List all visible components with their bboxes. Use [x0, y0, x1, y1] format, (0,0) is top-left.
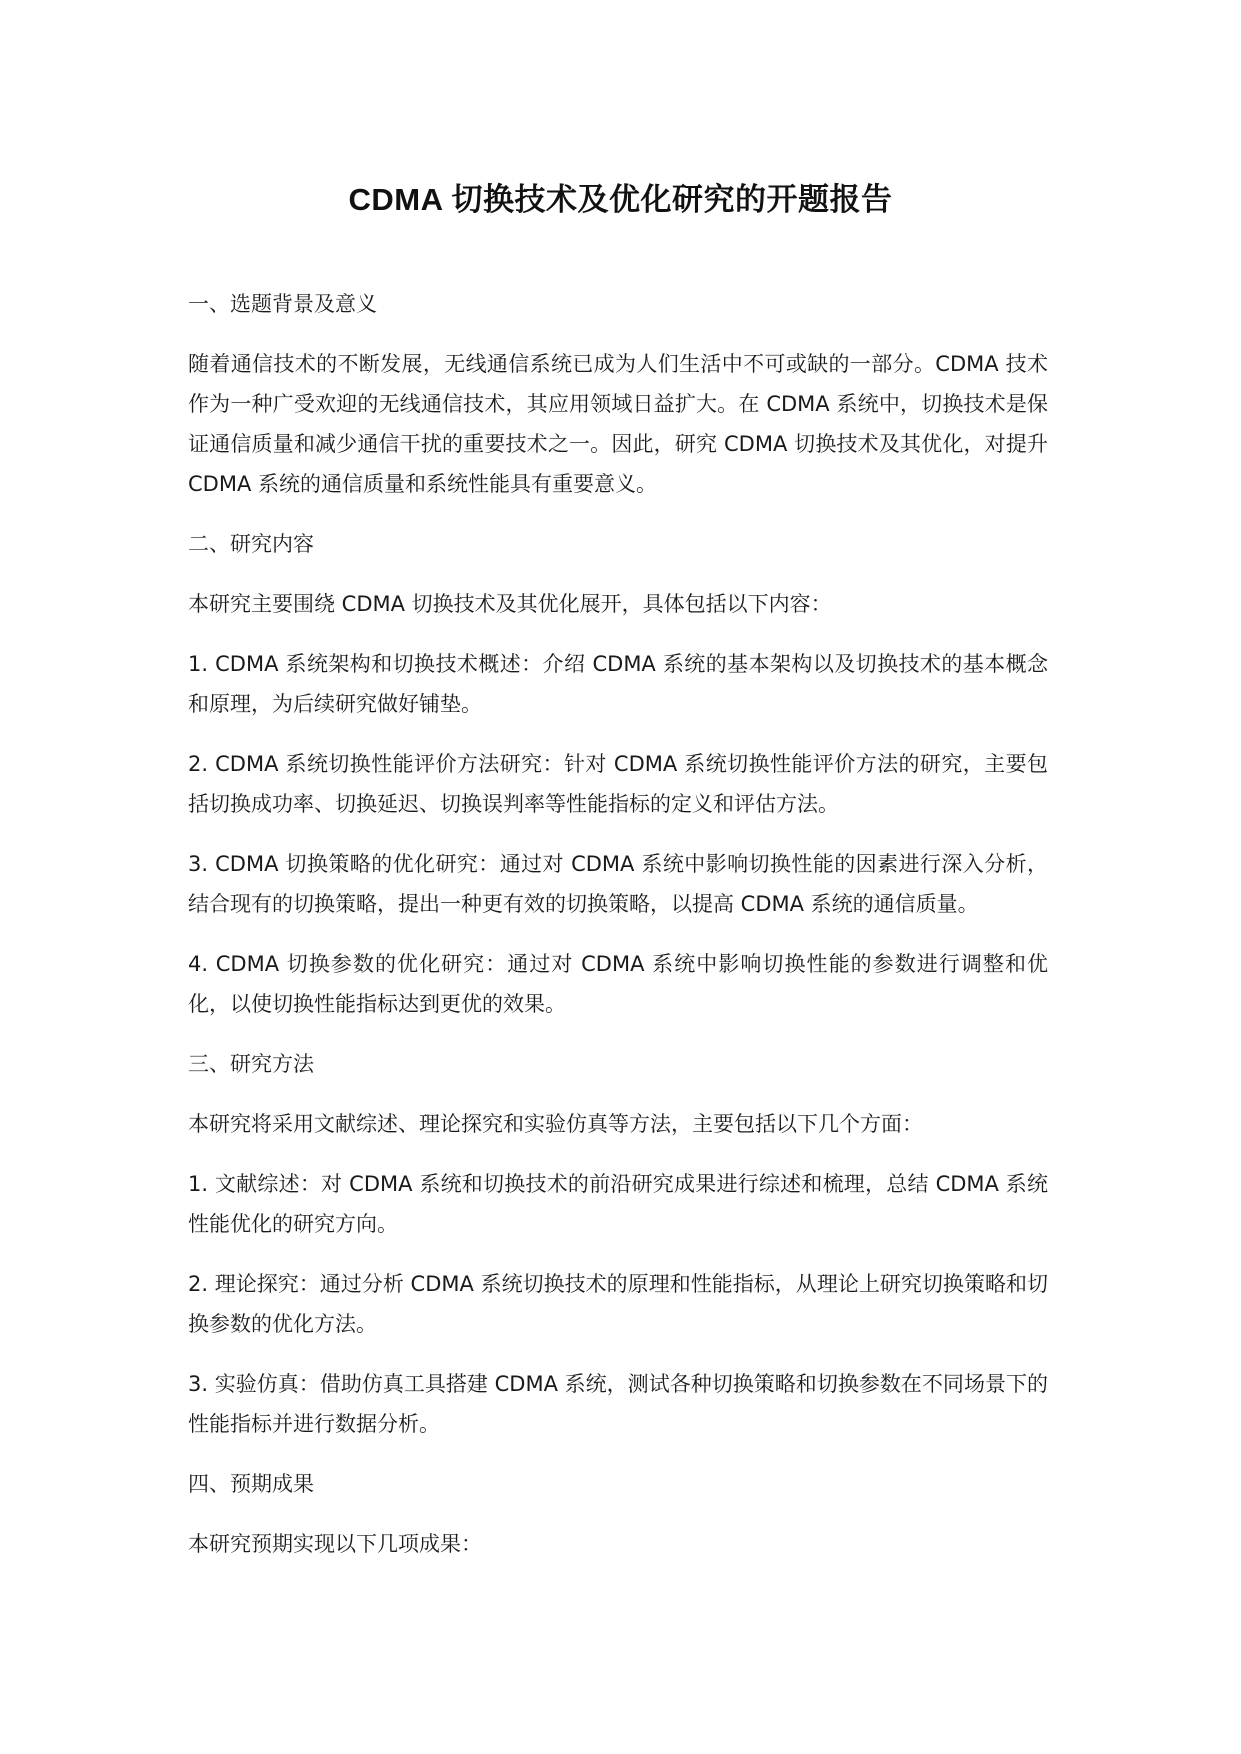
content-item-3: 3. CDMA 切换策略的优化研究：通过对 CDMA 系统中影响切换性能的因素进行深入分析，结合现有的切换策略，提出一种更有效的切换策略，以提高 CDMA 系统的通信质量。 — [188, 852, 1048, 916]
content-item-4: 4. CDMA 切换参数的优化研究：通过对 CDMA 系统中影响切换性能的参数进行调整和优化，以使切换性能指标达到更优的效果。 — [188, 952, 1048, 1016]
background-paragraph: 随着通信技术的不断发展，无线通信系统已成为人们生活中不可或缺的一部分。CDMA 技术作为一种广受欢迎的无线通信技术，其应用领域日益扩大。在 CDMA 系统中，切换技术是保证通信质量和减少通信干扰的重要技术之一。因此，研究 CDMA 切换技术及其优化，对提升 CDMA 系统的通信质量和系统性能具有重要意义。 — [188, 352, 1048, 496]
methods-item-1: 1. 文献综述：对 CDMA 系统和切换技术的前沿研究成果进行综述和梳理，总结 CDMA 系统性能优化的研究方向。 — [188, 1172, 1048, 1236]
methods-intro: 本研究将采用文献综述、理论探究和实验仿真等方法，主要包括以下几个方面： — [188, 1112, 923, 1136]
content-item-1: 1. CDMA 系统架构和切换技术概述：介绍 CDMA 系统的基本架构以及切换技术的基本概念和原理，为后续研究做好铺垫。 — [188, 652, 1048, 716]
document-body — [188, 284, 1048, 1584]
section-heading-methods: 三、研究方法 — [188, 1052, 314, 1076]
document-title: CDMA 切换技术及优化研究的开题报告 — [348, 182, 893, 217]
content-item-2: 2. CDMA 系统切换性能评价方法研究：针对 CDMA 系统切换性能评价方法的研究，主要包括切换成功率、切换延迟、切换误判率等性能指标的定义和评估方法。 — [188, 752, 1048, 816]
outcomes-intro: 本研究预期实现以下几项成果： — [188, 1532, 482, 1556]
content-intro: 本研究主要围绕 CDMA 切换技术及其优化展开，具体包括以下内容： — [188, 592, 832, 616]
section-heading-content: 二、研究内容 — [188, 532, 314, 556]
section-heading-background: 一、选题背景及意义 — [188, 292, 377, 316]
methods-item-3: 3. 实验仿真：借助仿真工具搭建 CDMA 系统，测试各种切换策略和切换参数在不同场景下的性能指标并进行数据分析。 — [188, 1372, 1048, 1436]
methods-item-2: 2. 理论探究：通过分析 CDMA 系统切换技术的原理和性能指标，从理论上研究切换策略和切换参数的优化方法。 — [188, 1272, 1048, 1336]
section-heading-outcomes: 四、预期成果 — [188, 1472, 314, 1496]
